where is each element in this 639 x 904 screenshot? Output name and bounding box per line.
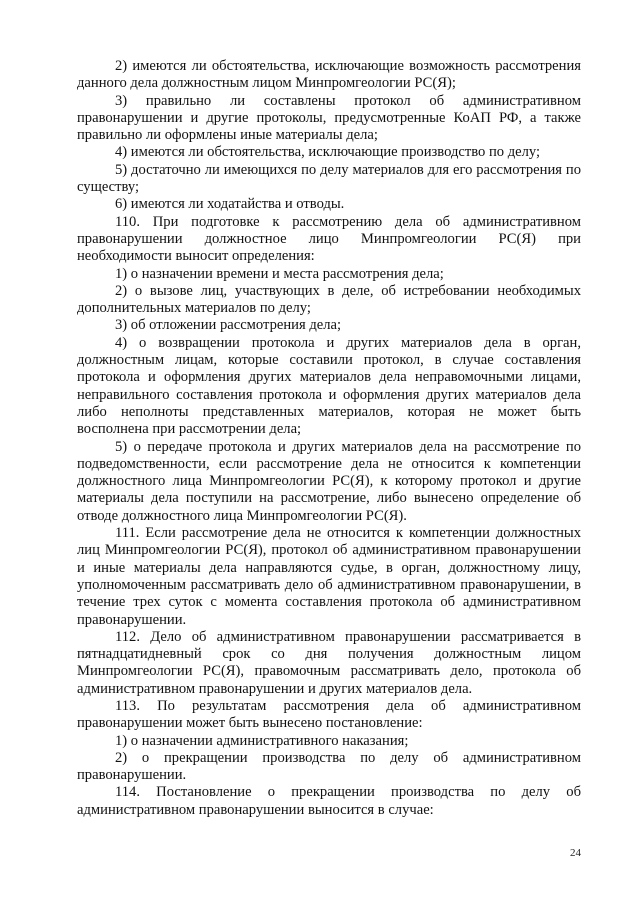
- paragraph: 114. Постановление о прекращении производства по делу об административном правонарушении выносится в случае:: [77, 784, 581, 818]
- paragraph: 1) о назначении административного наказания;: [115, 732, 409, 749]
- paragraph: 5) достаточно ли имеющихся по делу материалов для его рассмотрения по существу;: [77, 161, 581, 196]
- paragraph: 4) о возвращении протокола и других материалов дела в орган, должностным лицам, которые составили протокол, в случае составления протокола и оформления других материалов дела неправомочными лицами, неправильного составления протокола и оформления других материалов дела либо неполноты представленных материалов, которая не может быть восполнена при рассмотрении дела;: [77, 334, 581, 438]
- paragraph: 110. При подготовке к рассмотрению дела об административном правонарушении должностное лицо Минпромгеологии РС(Я) при необходимости выносит определения:: [77, 213, 581, 265]
- paragraph: 112. Дело об административном правонарушении рассматривается в пятнадцатидневный срок со дня получения должностным лицом Минпромгеологии РС(Я), правомочным рассматривать дело, протокола об административном правонарушении и других материалов дела.: [77, 628, 581, 697]
- paragraph: 5) о передаче протокола и других материалов дела на рассмотрение по подведомственности, если рассмотрение дела не относится к компетенции должностного лица Минпромгеологии РС(Я), к которому протокол и другие материалы дела поступили на рассмотрение, либо вынесено определение об отводе должностного лица Минпромгеологии РС(Я).: [77, 438, 581, 524]
- paragraph: 1) о назначении времени и места рассмотрения дела;: [115, 265, 444, 282]
- paragraph: 111. Если рассмотрение дела не относится к компетенции должностных лиц Минпромгеологии РС(Я), протокол об административном правонарушении и иные материалы дела направляются судье, в орган, должностному лицу, уполномоченным рассматривать дело об административном правонарушении, в течение трех суток с момента составления протокола об административном правонарушении.: [77, 525, 581, 628]
- paragraph: 2) о прекращении производства по делу об административном правонарушении.: [77, 749, 581, 784]
- body-text: [77, 58, 581, 819]
- paragraph: 3) правильно ли составлены протокол об административном правонарушении и другие протоколы, предусмотренные КоАП РФ, а также правильно ли оформлены иные материалы дела;: [77, 92, 581, 144]
- paragraph: 4) имеются ли обстоятельства, исключающие производство по делу;: [115, 144, 541, 161]
- paragraph: 6) имеются ли ходатайства и отводы.: [115, 196, 345, 213]
- page-number: 24: [570, 847, 581, 859]
- paragraph: 113. По результатам рассмотрения дела об административном правонарушении может быть вынесено постановление:: [77, 697, 581, 732]
- paragraph: 3) об отложении рассмотрения дела;: [115, 317, 342, 334]
- paragraph: 2) имеются ли обстоятельства, исключающие возможность рассмотрения данного дела должностным лицом Минпромгеологии РС(Я);: [77, 58, 581, 92]
- paragraph: 2) о вызове лиц, участвующих в деле, об истребовании необходимых дополнительных материалов по делу;: [77, 282, 581, 317]
